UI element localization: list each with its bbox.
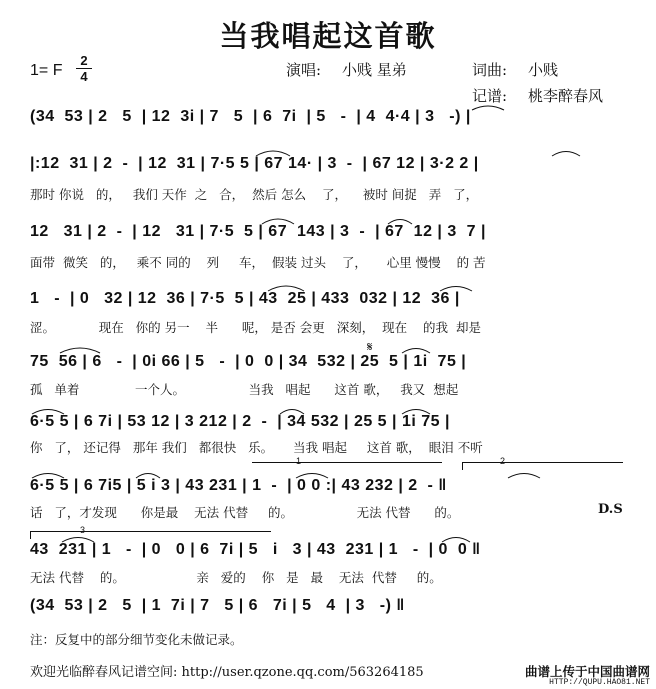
- time-signature: [76, 54, 92, 83]
- score-row-8-notes: 43 231 | 1 - | 0 0 | 6 7i | 5 i 3 | 43 231 | 1 - | 0 0 ‖: [30, 541, 481, 558]
- score-row-7-notes: 6·5 5 | 6 7i5 | 5 i 3 | 43 231 | 1 - | 0 0 :| 43 232 | 2 - ‖: [30, 477, 447, 494]
- singer: 小贱 星弟: [342, 61, 407, 79]
- footnote: 注：反复中的部分细节变化未做记录。: [30, 632, 243, 647]
- volta-2-bracket: [462, 462, 623, 470]
- upload-url: HTTP://QUPU.HAO81.NET: [549, 678, 650, 687]
- segno-sign: 𝄋: [367, 340, 373, 355]
- score-row-7-lyrics: 话 了，才发现 你是最 无法 代替 的。 无法 代替 的。: [30, 505, 460, 520]
- volta-3-bracket: [30, 531, 271, 539]
- volta-1-number: 1: [296, 456, 302, 466]
- score-row-6-notes: 6·5 5 | 6 7i | 53 12 | 3 212 | 2 - | 34 532 | 25 5 | 1i 75 |: [30, 413, 450, 430]
- score-row-2-notes: |:12 31 | 2 - | 12 31 | 7·5 5 | 67 14· | 3 - | 67 12 | 3·2 2 |: [30, 155, 479, 172]
- score-row-4-notes: 1 - | 0 32 | 12 36 | 7·5 5 | 43 25 | 433 032 | 12 36 |: [30, 290, 460, 307]
- score-row-9-notes: (34 53 | 2 5 | 1 7i | 7 5 | 6 7i | 5 4 | 3 -) ‖: [30, 597, 405, 614]
- score-row-3-lyrics: 面带 微笑 的， 乘不 同的 列 车， 假装 过头 了， 心里 慢慢 的 苦: [30, 255, 486, 270]
- score-row-8-lyrics: 无法 代替 的。 亲 爱的 你 是 最 无法 代替 的。: [30, 570, 442, 585]
- ds-mark: D.S: [598, 502, 623, 517]
- transcriber: 桃李醉春风: [528, 87, 604, 105]
- score-row-1-notes: (34 53 | 2 5 | 12 3i | 7 5 | 6 7i | 5 - | 4 4·4 | 3 -) |: [30, 108, 471, 125]
- upload-note: 曲谱上传于中国曲谱网: [524, 664, 650, 679]
- score-row-3-notes: 12 31 | 2 - | 12 31 | 7·5 5 | 67 143 | 3 - | 67 12 | 3 7 |: [30, 223, 486, 240]
- transcriber-label: 记谱:: [472, 87, 508, 105]
- volta-2-number: 2: [500, 456, 506, 466]
- volta-1-bracket: [252, 462, 442, 470]
- volta-3-number: 3: [80, 525, 86, 535]
- score-row-5-lyrics: 孤 单着 一个人。 当我 唱起 这首 歌， 我又 想起: [30, 382, 459, 397]
- welcome-text: 欢迎光临醉春风记谱空间: http://user.qzone.qq.com/563264185: [30, 665, 424, 680]
- song-title: 当我唱起这首歌: [219, 19, 437, 53]
- key-signature: 1= F: [30, 62, 63, 79]
- time-unit: 4: [80, 69, 88, 84]
- score-row-2-lyrics: 那时 你说 的， 我们 天作 之 合， 然后 怎么 了， 被时 间捉 弄 了，: [30, 187, 479, 202]
- lyricist: 小贱: [528, 61, 559, 79]
- score-row-5-notes: 75 56 | 6 - | 0i 66 | 5 - | 0 0 | 34 532 | 25 5 | 1i 75 |: [30, 353, 467, 370]
- time-beats: 2: [80, 53, 88, 68]
- score-row-4-lyrics: 涩。 现在 你的 另一 半 呢， 是否 会更 深刻， 现在 的我 却是: [30, 320, 481, 335]
- lyricist-label: 词曲:: [472, 61, 508, 79]
- singer-label: 演唱:: [286, 61, 322, 79]
- score-row-6-lyrics: 你 了， 还记得 那年 我们 都很快 乐。 当我 唱起 这首 歌， 眼泪 不听: [30, 440, 483, 455]
